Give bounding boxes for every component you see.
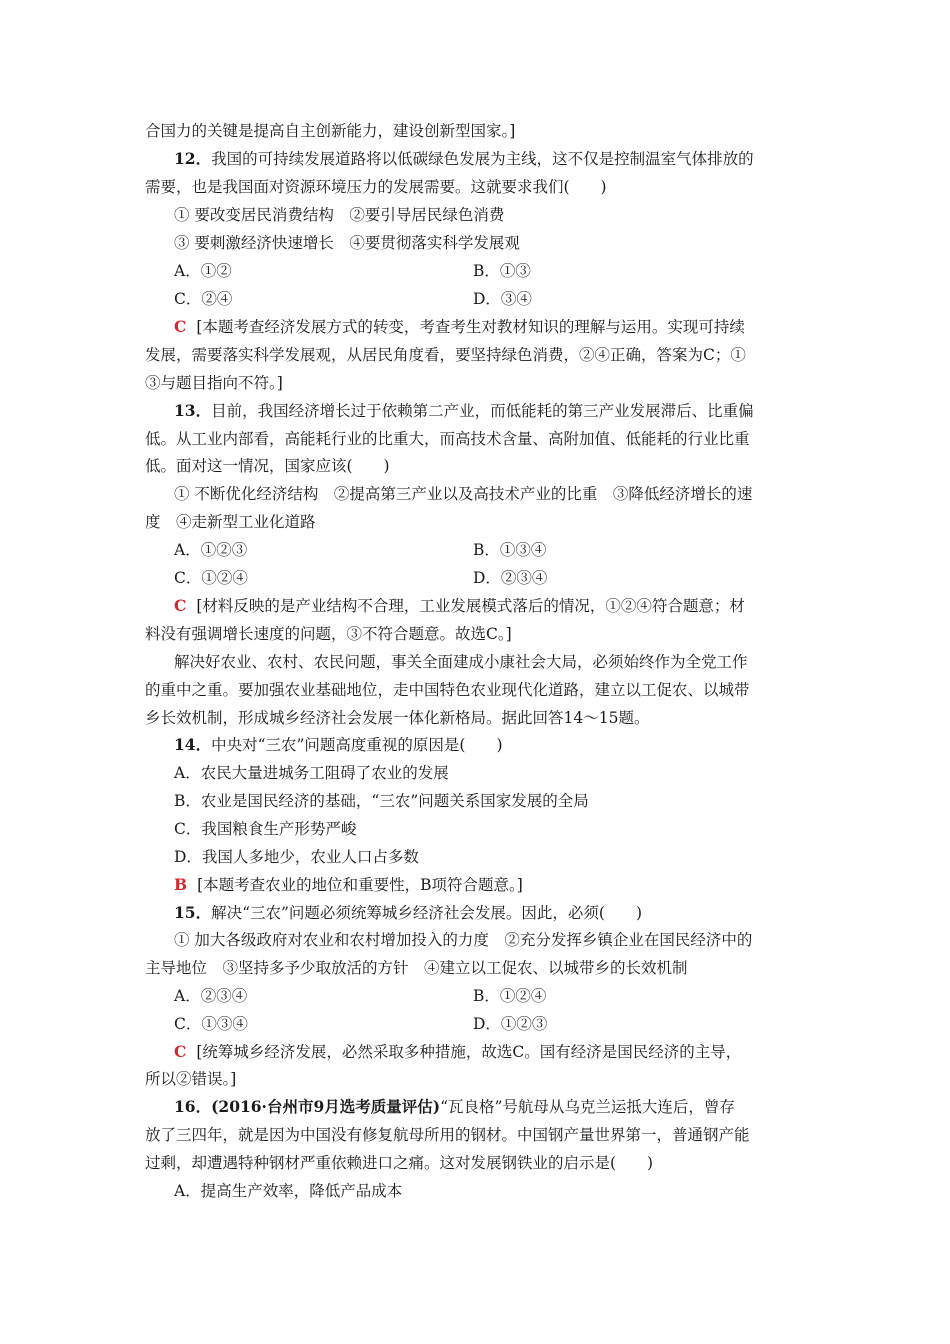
answer-letter: C	[174, 596, 187, 615]
text-line: 的重中之重。要加强农业基础地位，走中国特色农业现代化道路，建立以工促农、以城带	[145, 681, 750, 699]
choice-a: A．提高生产效率，降低产品成本	[174, 1182, 403, 1200]
statement-options: ① 要改变居民消费结构 ②要引导居民绿色消费	[174, 206, 505, 224]
text-line: 低。面对这一情况，国家应该( )	[145, 457, 390, 475]
answer-explanation	[174, 596, 745, 616]
question-text: “瓦良格”号航母从乌克兰运抵大连后，曾存	[440, 1098, 735, 1116]
text-line: 合国力的关键是提高自主创新能力，建设创新型国家。]	[145, 122, 516, 140]
question-number: 14．	[174, 735, 212, 754]
question-number: 15．	[174, 903, 212, 922]
question-number: 13．	[174, 401, 212, 420]
question-15-stem	[174, 903, 642, 923]
explanation-text: [材料反映的是产业结构不合理，工业发展模式落后的情况，①②④符合题意；材	[196, 597, 745, 615]
choice-a: A．①②③	[174, 541, 248, 559]
statement-options: ① 加大各级政府对农业和农村增加投入的力度 ②充分发挥乡镇企业在国民经济中的	[174, 931, 753, 949]
text-line: 所以②错误。]	[145, 1070, 237, 1088]
choice-d: D．我国人多地少，农业人口占多数	[174, 848, 419, 866]
choice-a: A．②③④	[174, 987, 248, 1005]
question-12-stem	[174, 149, 754, 169]
choice-c: C．我国粮食生产形势严峻	[174, 820, 357, 838]
answer-letter: C	[174, 1042, 187, 1061]
statement-options: 主导地位 ③坚持多予少取放活的方针 ④建立以工促农、以城带乡的长效机制	[145, 959, 688, 977]
text-line: 乡长效机制，形成城乡经济社会发展一体化新格局。据此回答14～15题。	[145, 709, 650, 727]
choice-b: B．①③④	[473, 541, 547, 559]
question-14-stem	[174, 735, 503, 755]
choice-d: D．②③④	[473, 569, 548, 587]
text-line: 放了三四年，就是因为中国没有修复航母所用的钢材。中国钢产量世界第一，普通钢产能	[145, 1126, 750, 1144]
material-paragraph: 解决好农业、农村、农民问题，事关全面建成小康社会大局，必须始终作为全党工作	[174, 653, 748, 671]
answer-letter: C	[174, 317, 187, 336]
question-text: 我国的可持续发展道路将以低碳绿色发展为主线，这不仅是控制温室气体排放的	[211, 150, 754, 168]
choice-b: B．①③	[473, 262, 531, 280]
question-number: 16．	[174, 1097, 212, 1116]
text-line: 过剩，却遭遇特种钢材严重依赖进口之痛。这对发展钢铁业的启示是( )	[145, 1154, 654, 1172]
choice-c: C．①③④	[174, 1015, 248, 1033]
choice-a: A．①②	[174, 262, 232, 280]
answer-explanation	[174, 1042, 741, 1062]
question-16-stem	[174, 1097, 735, 1117]
question-source: (2016·台州市9月选考质量评估)	[211, 1097, 441, 1116]
question-13-stem	[174, 401, 754, 421]
choice-d: D．③④	[473, 290, 532, 308]
choice-c: C．①②④	[174, 569, 248, 587]
text-line: 需要，也是我国面对资源环境压力的发展需要。这就要求我们( )	[145, 178, 607, 196]
choice-d: D．①②③	[473, 1015, 548, 1033]
choice-b: B．①②④	[473, 987, 547, 1005]
text-line: 低。从工业内部看，高能耗行业的比重大，而高技术含量、高附加值、低能耗的行业比重	[145, 430, 750, 448]
text-line: 发展，需要落实科学发展观，从居民角度看，要坚持绿色消费，②④正确，答案为C；①	[145, 346, 746, 364]
answer-letter: B	[174, 875, 188, 894]
explanation-text: [本题考查经济发展方式的转变，考查考生对教材知识的理解与运用。实现可持续	[196, 318, 745, 336]
choice-c: C．②④	[174, 290, 233, 308]
explanation-text: [统筹城乡经济发展，必然采取多种措施，故选C。国有经济是国民经济的主导，	[196, 1043, 742, 1061]
choice-b: B．农业是国民经济的基础，“三农”问题关系国家发展的全局	[174, 792, 589, 810]
choice-a: A．农民大量进城务工阻碍了农业的发展	[174, 764, 449, 782]
question-text: 目前，我国经济增长过于依赖第二产业，而低能耗的第三产业发展滞后、比重偏	[211, 402, 754, 420]
explanation-text: [本题考查农业的地位和重要性，B项符合题意。]	[197, 876, 523, 894]
text-line: 料没有强调增长速度的问题，③不符合题意。故选C。]	[145, 625, 512, 643]
text-line: ③与题目指向不符。]	[145, 374, 283, 392]
answer-explanation	[174, 317, 745, 337]
statement-options: ③ 要刺激经济快速增长 ④要贯彻落实科学发展观	[174, 234, 520, 252]
statement-options: 度 ④走新型工业化道路	[145, 513, 316, 531]
question-text: 解决“三农”问题必须统筹城乡经济社会发展。因此，必须( )	[211, 904, 643, 922]
answer-explanation	[174, 875, 523, 895]
question-number: 12．	[174, 149, 212, 168]
statement-options: ① 不断优化经济结构 ②提高第三产业以及高技术产业的比重 ③降低经济增长的速	[174, 485, 753, 503]
question-text: 中央对“三农”问题高度重视的原因是( )	[211, 736, 503, 754]
